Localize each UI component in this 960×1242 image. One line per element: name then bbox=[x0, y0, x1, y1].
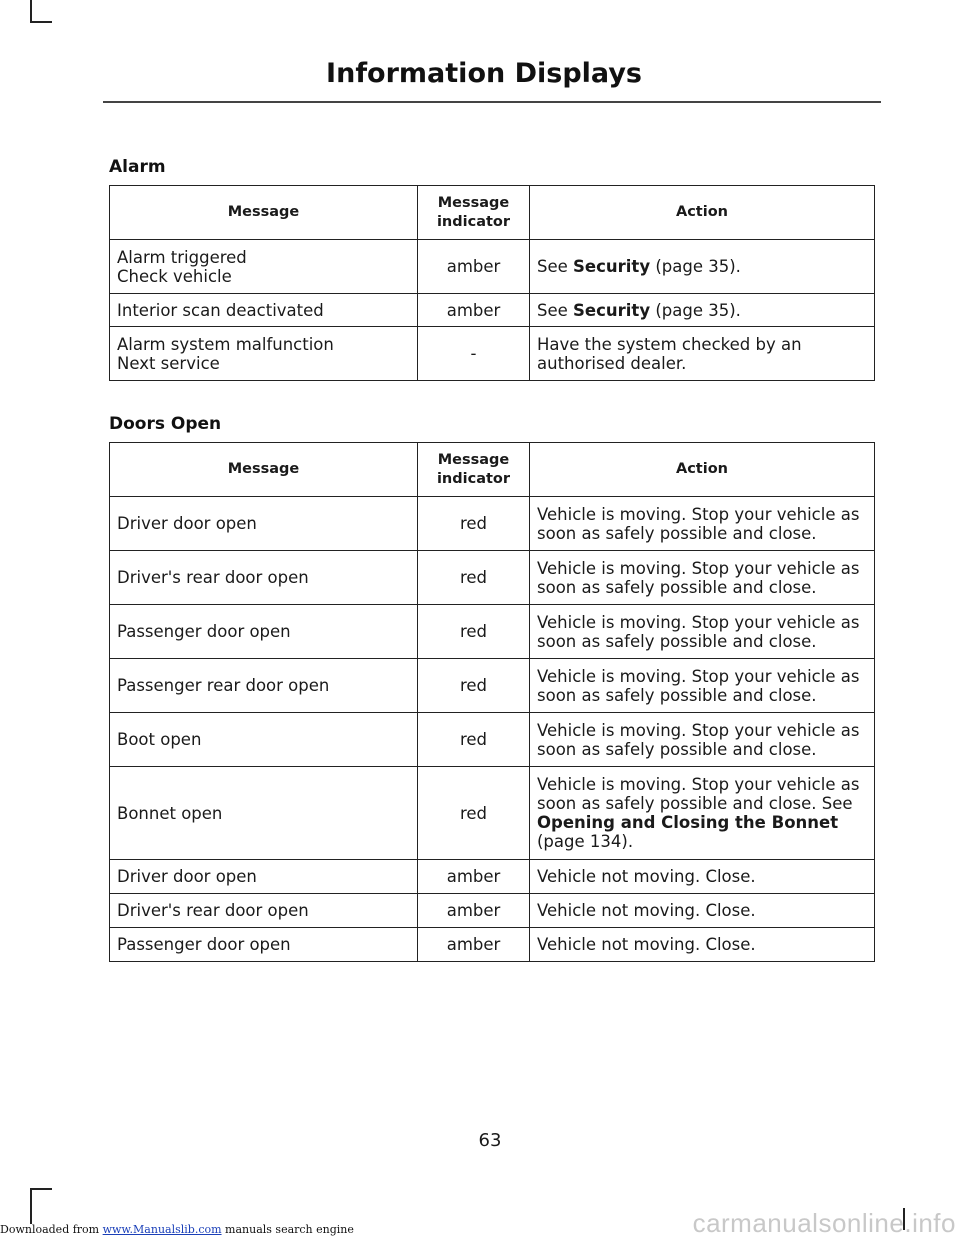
crop-mark-bottom-left-h bbox=[30, 1188, 52, 1190]
message-line: Next service bbox=[117, 353, 220, 373]
action-cell bbox=[530, 713, 875, 767]
indicator-cell: amber bbox=[418, 894, 530, 928]
message-cell bbox=[110, 294, 418, 327]
action-cell bbox=[530, 860, 875, 894]
header-divider bbox=[103, 101, 881, 103]
indicator-cell: red bbox=[418, 713, 530, 767]
indicator-cell: red bbox=[418, 767, 530, 860]
message-cell: Driver door open bbox=[110, 860, 418, 894]
action-text: Vehicle not moving. Close. bbox=[537, 867, 756, 886]
action-text: Vehicle not moving. Close. bbox=[537, 935, 756, 954]
indicator-cell: - bbox=[418, 327, 530, 381]
action-text: Vehicle not moving. Close. bbox=[537, 901, 756, 920]
table-row bbox=[110, 327, 875, 381]
action-text: Vehicle is moving. Stop your vehicle as soon as safely possible and close. bbox=[537, 666, 860, 705]
table-row bbox=[110, 497, 875, 551]
footer-suffix: manuals search engine bbox=[221, 1223, 354, 1236]
action-cell bbox=[530, 294, 875, 327]
action-text: Vehicle is moving. Stop your vehicle as soon as safely possible and close. See bbox=[537, 775, 860, 813]
table-row bbox=[110, 860, 875, 894]
message-line: Check vehicle bbox=[117, 266, 232, 286]
action-cell bbox=[530, 928, 875, 962]
indicator-cell: amber bbox=[418, 294, 530, 327]
page-reference: Opening and Closing the Bonnet bbox=[537, 813, 839, 832]
message-cell: Bonnet open bbox=[110, 767, 418, 860]
download-footer bbox=[0, 1223, 354, 1236]
message-cell: Passenger door open bbox=[110, 928, 418, 962]
crop-mark-top-left-v bbox=[30, 0, 32, 22]
action-cell bbox=[530, 551, 875, 605]
table-row bbox=[110, 551, 875, 605]
action-text: Vehicle is moving. Stop your vehicle as soon as safely possible and close. bbox=[537, 504, 860, 543]
action-text: Vehicle is moving. Stop your vehicle as soon as safely possible and close. bbox=[537, 612, 860, 651]
message-cell: Passenger rear door open bbox=[110, 659, 418, 713]
column-header-action: Action bbox=[530, 443, 875, 497]
action-text-suffix: (page 35). bbox=[650, 257, 741, 276]
message-cell: Passenger door open bbox=[110, 605, 418, 659]
doors-section-title: Doors Open bbox=[109, 414, 222, 434]
action-cell bbox=[530, 767, 875, 860]
indicator-cell: red bbox=[418, 497, 530, 551]
table-row bbox=[110, 894, 875, 928]
message-cell bbox=[110, 240, 418, 294]
crop-mark-top-left-h bbox=[30, 21, 52, 23]
message-cell bbox=[110, 327, 418, 381]
table-row bbox=[110, 605, 875, 659]
crop-mark-bottom-left-v bbox=[30, 1188, 32, 1224]
column-header-message: Message bbox=[110, 443, 418, 497]
message-line: Alarm system malfunction bbox=[117, 334, 334, 354]
table-row bbox=[110, 294, 875, 327]
table-row bbox=[110, 767, 875, 860]
action-cell bbox=[530, 327, 875, 381]
footer-link[interactable]: www.Manualslib.com bbox=[102, 1223, 222, 1236]
action-text: See bbox=[537, 300, 574, 320]
column-header-message: Message bbox=[110, 186, 418, 240]
indicator-cell: red bbox=[418, 605, 530, 659]
table-row bbox=[110, 240, 875, 294]
message-cell: Driver's rear door open bbox=[110, 894, 418, 928]
message-cell: Driver's rear door open bbox=[110, 551, 418, 605]
message-line: Interior scan deactivated bbox=[117, 300, 324, 320]
footer-prefix: Downloaded from bbox=[0, 1223, 103, 1236]
action-cell bbox=[530, 894, 875, 928]
doors-table bbox=[109, 442, 875, 962]
table-row bbox=[110, 928, 875, 962]
column-header-indicator: Message indicator bbox=[418, 186, 530, 240]
action-cell bbox=[530, 605, 875, 659]
alarm-section-title: Alarm bbox=[109, 157, 166, 177]
column-header-action: Action bbox=[530, 186, 875, 240]
column-header-indicator: Message indicator bbox=[418, 443, 530, 497]
page-reference: Security bbox=[573, 300, 651, 320]
action-text-suffix: (page 35). bbox=[650, 300, 741, 320]
action-text: See bbox=[537, 257, 574, 276]
page-number: 63 bbox=[478, 1130, 502, 1151]
watermark-text: carmanualsonline.info bbox=[692, 1208, 956, 1238]
message-cell: Boot open bbox=[110, 713, 418, 767]
message-line: Alarm triggered bbox=[117, 247, 247, 267]
action-text-suffix: (page 134). bbox=[537, 832, 634, 851]
action-text: Have the system checked by an authorised dealer. bbox=[537, 334, 802, 373]
table-row bbox=[110, 713, 875, 767]
table-row bbox=[110, 659, 875, 713]
indicator-cell: red bbox=[418, 551, 530, 605]
page-header-title: Information Displays bbox=[326, 58, 642, 89]
indicator-cell: amber bbox=[418, 240, 530, 294]
page-reference: Security bbox=[573, 257, 651, 276]
action-cell bbox=[530, 659, 875, 713]
alarm-table bbox=[109, 185, 875, 381]
indicator-cell: red bbox=[418, 659, 530, 713]
action-text: Vehicle is moving. Stop your vehicle as soon as safely possible and close. bbox=[537, 558, 860, 597]
action-cell bbox=[530, 497, 875, 551]
action-cell bbox=[530, 240, 875, 294]
indicator-cell: amber bbox=[418, 860, 530, 894]
indicator-cell: amber bbox=[418, 928, 530, 962]
message-cell: Driver door open bbox=[110, 497, 418, 551]
action-text: Vehicle is moving. Stop your vehicle as soon as safely possible and close. bbox=[537, 720, 860, 759]
